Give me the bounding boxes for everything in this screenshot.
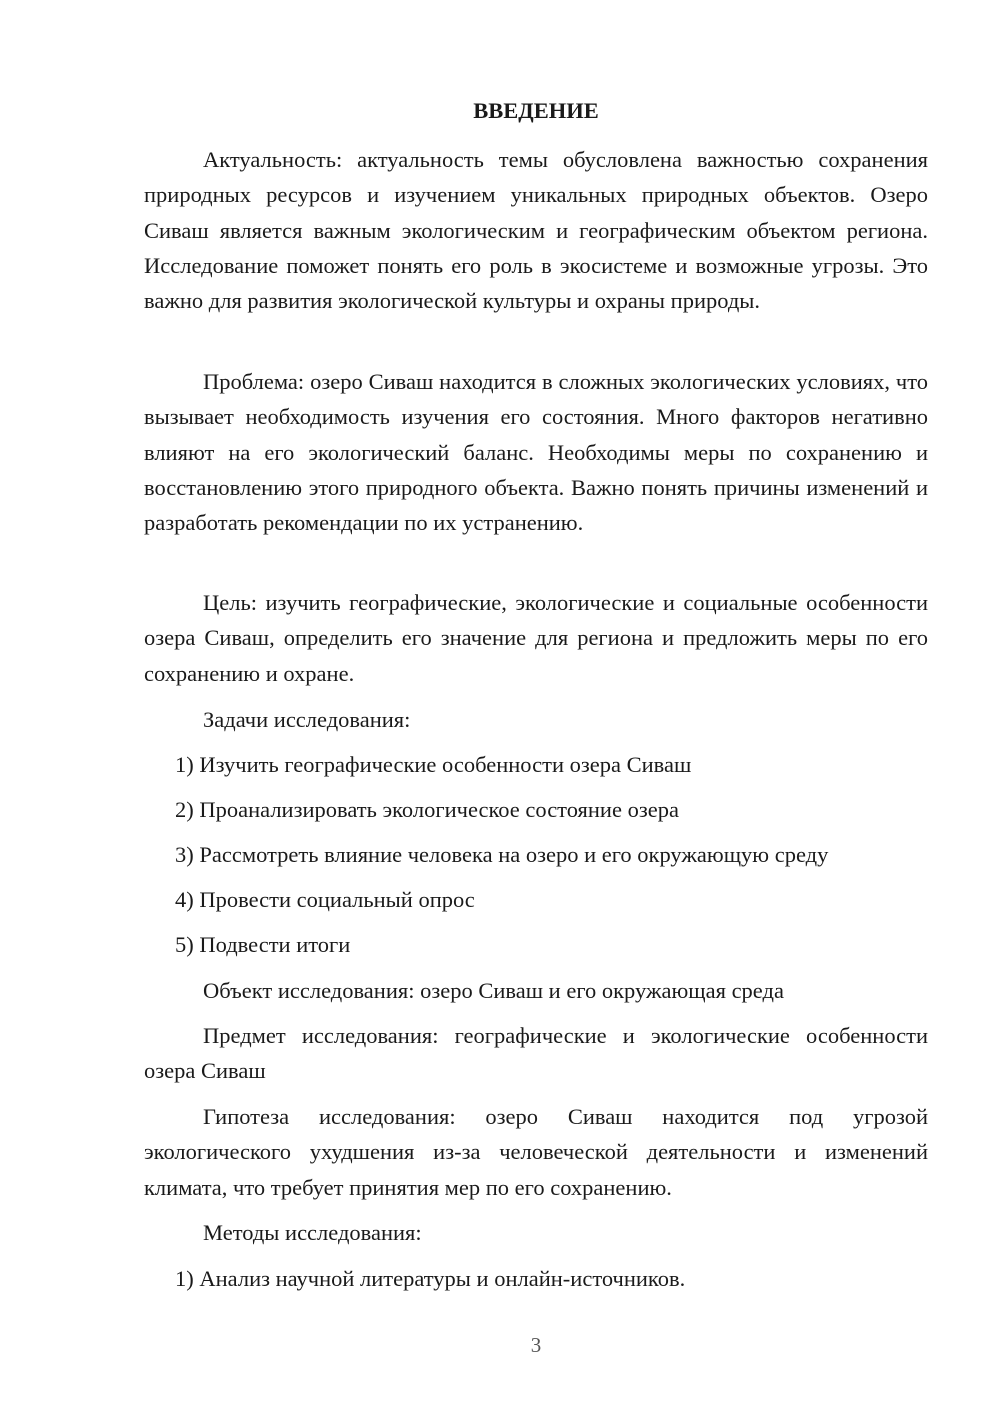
- problem-paragraph: Проблема: озеро Сиваш находится в сложных экологических условиях, что вызывает необходимость изучения его состояния. Много факторов негативно влияют на его экологический баланс. Необходимы меры по сохранению и восстановлению этого природного объекта. Важно понять причины изменений и разработать рекомендации по их устранению.: [144, 369, 928, 536]
- tasks-heading: Задачи исследования:: [203, 707, 411, 732]
- hypothesis-paragraph: Гипотеза исследования: озеро Сиваш находится под угрозой экологического ухудшения из-за человеческой деятельности и изменений климата, что требует принятия мер по его сохранению.: [144, 1104, 928, 1200]
- task-item: 2) Проанализировать экологическое состояние озера: [175, 797, 679, 822]
- task-item: 3) Рассмотреть влияние человека на озеро и его окружающую среду: [175, 842, 829, 867]
- object-paragraph: Объект исследования: озеро Сиваш и его окружающая среда: [203, 978, 784, 1003]
- section-title: ВВЕДЕНИЕ: [473, 98, 599, 123]
- goal-paragraph: Цель: изучить географические, экологические и социальные особенности озера Сиваш, определить его значение для региона и предложить меры по его сохранению и охране.: [144, 590, 928, 686]
- method-item: 1) Анализ научной литературы и онлайн-источников.: [175, 1266, 686, 1291]
- task-item: 4) Провести социальный опрос: [175, 887, 475, 912]
- page-number: 3: [530, 1333, 542, 1357]
- relevance-paragraph: Актуальность: актуальность темы обусловлена важностью сохранения природных ресурсов и изучением уникальных природных объектов. Озеро Сиваш является важным экологическим и географическим объектом региона. Исследование поможет понять его роль в экосистеме и возможные угрозы. Это важно для развития экологической культуры и охраны природы.: [144, 147, 928, 314]
- task-item: 1) Изучить географические особенности озера Сиваш: [175, 752, 692, 777]
- subject-paragraph: Предмет исследования: географические и экологические особенности озера Сиваш: [144, 1023, 928, 1084]
- task-item: 5) Подвести итоги: [175, 932, 351, 957]
- methods-heading: Методы исследования:: [203, 1220, 422, 1245]
